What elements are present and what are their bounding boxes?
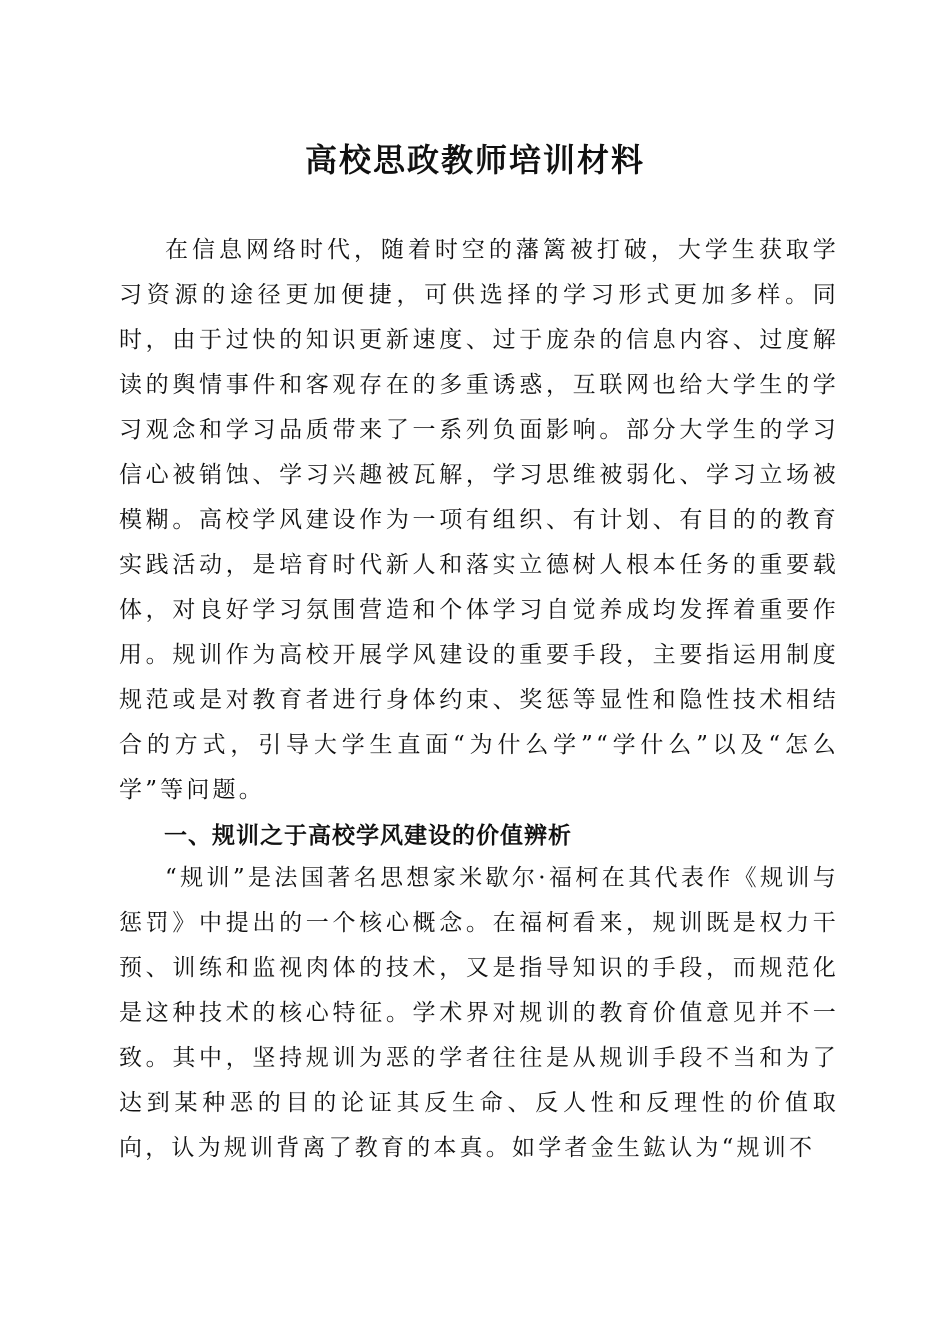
section-heading: 一、规训之于高校学风建设的价值辨析	[164, 823, 572, 849]
document-title: 高校思政教师培训材料	[304, 141, 645, 179]
body-paragraph: 在信息网络时代，随着时空的藩篱被打破，大学生获取学习资源的途径更加便捷，可供选择的学习形式更加多样。同时，由于过快的知识更新速度、过于庞杂的信息内容、过度解读的舆情事件和客观存在的多重诱惑，互联网也给大学生的学习观念和学习品质带来了一系列负面影响。部分大学生的学习信心被销蚀、学习兴趣被瓦解，学习思维被弱化、学习立场被模糊。高校学风建设作为一项有组织、有计划、有目的的教育实践活动，是培育时代新人和落实立德树人根本任务的重要载体，对良好学习氛围营造和个体学习自觉养成均发挥着重要作用。规训作为高校开展学风建设的重要手段，主要指运用制度规范或是对教育者进行身体约束、奖惩等显性和隐性技术相结合的方式，引导大学生直面“为什么学”“学什么”以及“怎么学”等问题。	[119, 237, 839, 803]
body-paragraph: “规训”是法国著名思想家米歇尔·福柯在其代表作《规训与惩罚》中提出的一个核心概念。在福柯看来，规训既是权力干预、训练和监视肉体的技术，又是指导知识的手段，而规范化是这种技术的核心特征。学术界对规训的教育价值意见并不一致。其中，坚持规训为恶的学者往往是从规训手段不当和为了达到某种恶的目的论证其反生命、反人性和反理性的价值取向，认为规训背离了教育的本真。如学者金生鈜认为“规训不	[119, 865, 839, 1161]
